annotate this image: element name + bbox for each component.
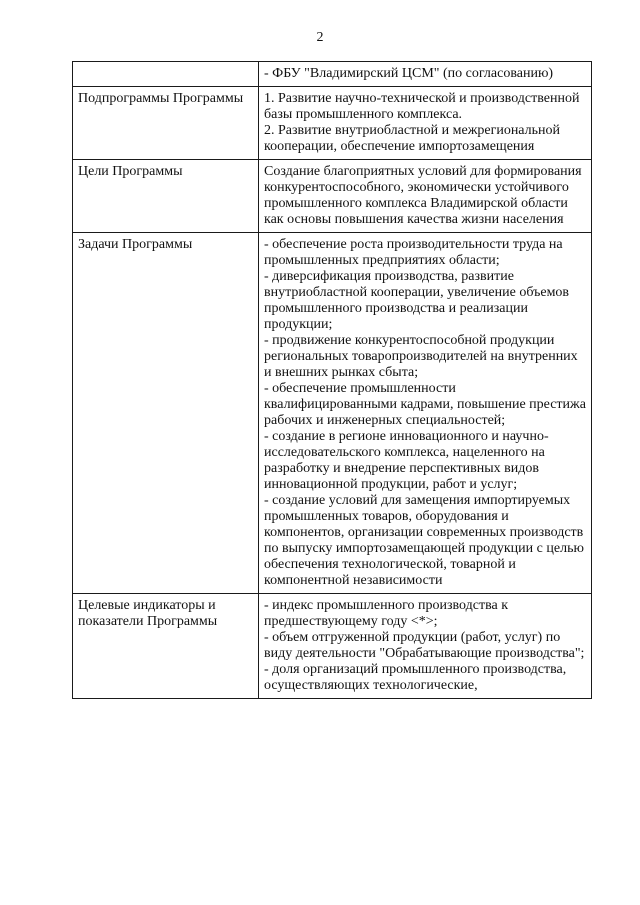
row-label: Подпрограммы Программы xyxy=(73,87,259,160)
page-number: 2 xyxy=(316,30,324,45)
value-line: - индекс промышленного производства к предшествующему году <*>; xyxy=(264,598,509,629)
row-value xyxy=(259,62,592,87)
value-line: - создание в регионе инновационного и научно-исследовательского комплекса, нацеленного на разработку и внедрение перспективных видов инновационной продукции, работ и услуг; xyxy=(264,429,549,492)
row-label: Цели Программы xyxy=(73,160,259,233)
value-line: - доля организаций промышленного производства, осуществляющих технологические, xyxy=(264,662,567,693)
table-row xyxy=(73,160,592,233)
table-row xyxy=(73,233,592,594)
row-label: Целевые индикаторы и показатели Программы xyxy=(73,594,259,699)
table-row xyxy=(73,87,592,160)
value-line: Создание благоприятных условий для формирования конкурентоспособного, экономически устойчивого промышленного комплекса Владимирской области как основы повышения качества жизни населения xyxy=(264,164,582,227)
table-row xyxy=(73,62,592,87)
row-label xyxy=(73,62,259,87)
value-line: - создание условий для замещения импортируемых промышленных товаров, оборудования и компонентов, организации современных производств по выпуску импортозамещающей продукции с целью обеспечения технологической, товарной и компонентной независимости xyxy=(264,493,584,588)
value-line: 1. Развитие научно-технической и производственной базы промышленного комплекса. xyxy=(264,91,580,122)
value-line: - обеспечение роста производительности труда на промышленных предприятиях области; xyxy=(264,237,563,268)
program-passport-table xyxy=(72,61,592,699)
row-value xyxy=(259,594,592,699)
row-label: Задачи Программы xyxy=(73,233,259,594)
value-line: - обеспечение промышленности квалифицированными кадрами, повышение престижа рабочих и инженерных специальностей; xyxy=(264,381,586,428)
row-value xyxy=(259,160,592,233)
value-line: - объем отгруженной продукции (работ, услуг) по виду деятельности "Обрабатывающие производства"; xyxy=(264,630,585,661)
row-value xyxy=(259,233,592,594)
value-line: - ФБУ "Владимирский ЦСМ" (по согласованию) xyxy=(264,66,554,81)
value-line: - продвижение конкурентоспособной продукции региональных товаропроизводителей на внутренних и внешних рынках сбыта; xyxy=(264,333,578,380)
table-row xyxy=(73,594,592,699)
value-line: 2. Развитие внутриобластной и межрегиональной кооперации, обеспечение импортозамещения xyxy=(264,123,561,154)
value-line: - диверсификация производства, развитие внутриобластной кооперации, увеличение объемов промышленного производства и реализации продукции; xyxy=(264,269,570,332)
row-value xyxy=(259,87,592,160)
